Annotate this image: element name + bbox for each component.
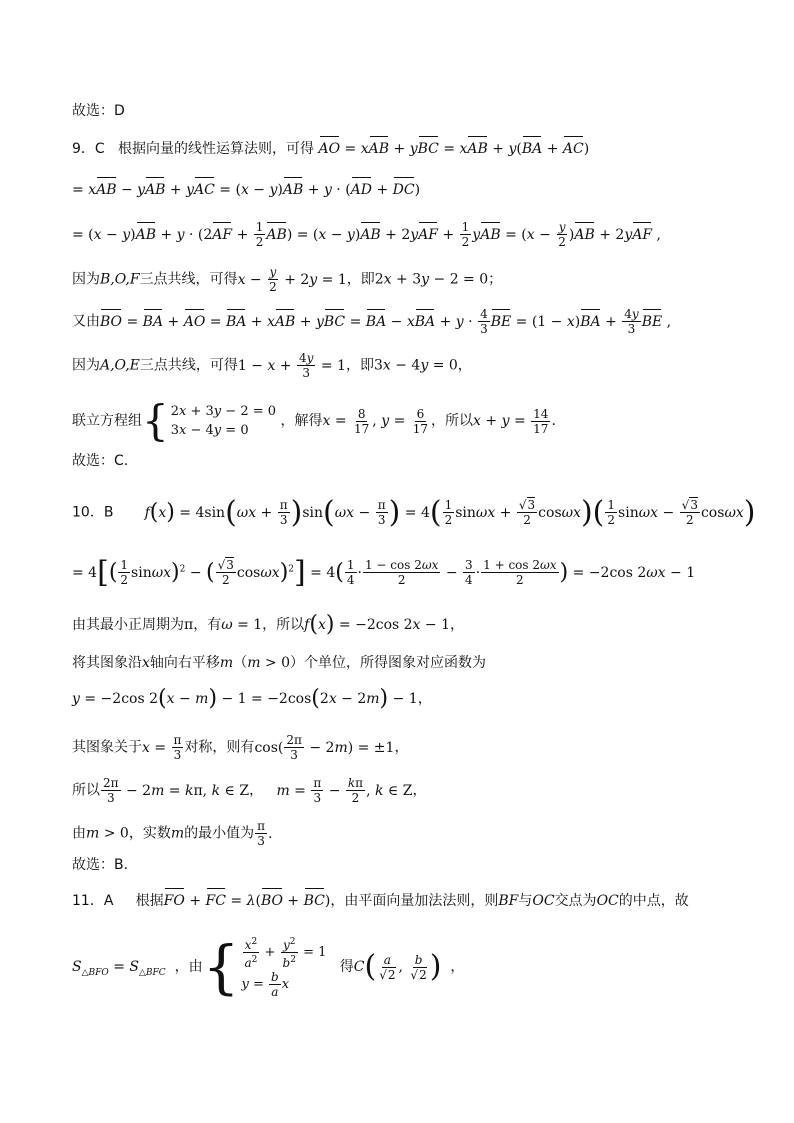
q10-line-3: 由其最小正周期为π，有ω = 1，所以f(x) = −2cos 2x − 1， [72,612,464,637]
q11-line-2: $S_{\triangle BFO} = S_{\triangle BFC}$ ，由{ $\frac{x^2}{a^2}$ + $\frac{y^2}{b^2}$ = 1 y = $\frac{b}{a}$ x 得C( $\frac{a}{√2}$ , $\frac{b}{√2}$ ) ， [72,933,465,1001]
q10-line-4: 将其图象沿x轴向右平移m（m > 0）个单位，所得图象对应函数为 [72,655,487,671]
q9-line-7: 联立方程组{ 2x + 3y − 2 = 0 3x − 4y = 0 ，解得x = $\frac{8}{17}$ , y = $\frac{6}{17}$ ，所以x + y = $\frac{14}{17}$ . [72,396,556,445]
q9-line-1: 9．C 根据向量的线性运算法则，可得 AO = xAB + yBC = xAB + y(BA + AC) [72,141,590,157]
q9-line-6: 因为A,O,E三点共线，可得1 − x + $\frac{4y}{3}$ = 1，即3x − 4y = 0， [72,351,472,380]
q10-line-5: y = −2cos 2(x − m) − 1 = −2cos(2x − 2m) − 1， [72,686,432,711]
q10-line-8: 由m > 0，实数m的最小值为 $\frac{\pi}{3}$ . [72,819,273,848]
answer-b: 故选：B. [72,857,129,873]
answer-c: 故选：C. [72,453,129,469]
q9-line-2: = xAB − yAB + yAC = (x − y)AB + y · (AD + DC) [72,182,421,198]
q11-line-1: 11．A 根据FO + FC = λ(BO + BC)，由平面向量加法法则，则BF与OC交点为OC的中点，故 [72,893,689,909]
q10-line-6: 其图象关于x = $\frac{\pi}{3}$ 对称，则有cos( $\frac{2\pi}{3}$ − 2m) = ±1， [72,733,409,762]
q10-line-1: 10．B f(x) = 4sin(ωx + $\frac{\pi}{3}$ )sin(ωx − $\frac{\pi}{3}$ ) = 4( $\frac{1}{2}$ sinωx + $\frac{√3}{2}$ cosωx)( $\frac{1}{2}$ sinωx − $\frac{√3}{2}$ cosωx) [72,494,756,530]
q9-line-4: 因为B,O,F三点共线，可得x − $\frac{y}{2}$ + 2y = 1，即2x + 3y − 2 = 0； [72,265,503,294]
q9-line-5: 又由BO = BA + AO = BA + xAB + yBC = BA − xBA + y · $\frac{4}{3}$ BE = (1 − x)BA + $\frac{4y}{3}$ BE , [72,307,672,336]
q9-formula-1: AO = xAB + yBC = xAB + y(BA + AC) [318,141,590,157]
q9-line-3: = (x − y)AB + y · (2AF + $\frac{1}{2}$ AB) = (x − y)AB + 2yAF + $\frac{1}{2}$ yAB = (x − $\frac{y}{2}$ )AB + 2yAF , [72,220,661,249]
answer-d: 故选：D [72,103,125,119]
q10-line-7: 所以 $\frac{2\pi}{3}$ − 2m = kπ, k ∈ Z， m = $\frac{\pi}{3}$ − $\frac{k\pi}{2}$ , k ∈ Z， [72,776,427,805]
q10-line-2: = 4[( $\frac{1}{2}$ sinωx)$^2$ − ( $\frac{√3}{2}$ cosωx)$^2$] = 4( $\frac{1}{4}$ · $\frac{1 - \cos 2\omega x}{2}$ − $\frac{3}{4}$ · $\frac{1 + \cos 2\omega x}{2}$ ) = −2cos 2ωx − 1 [72,554,696,590]
